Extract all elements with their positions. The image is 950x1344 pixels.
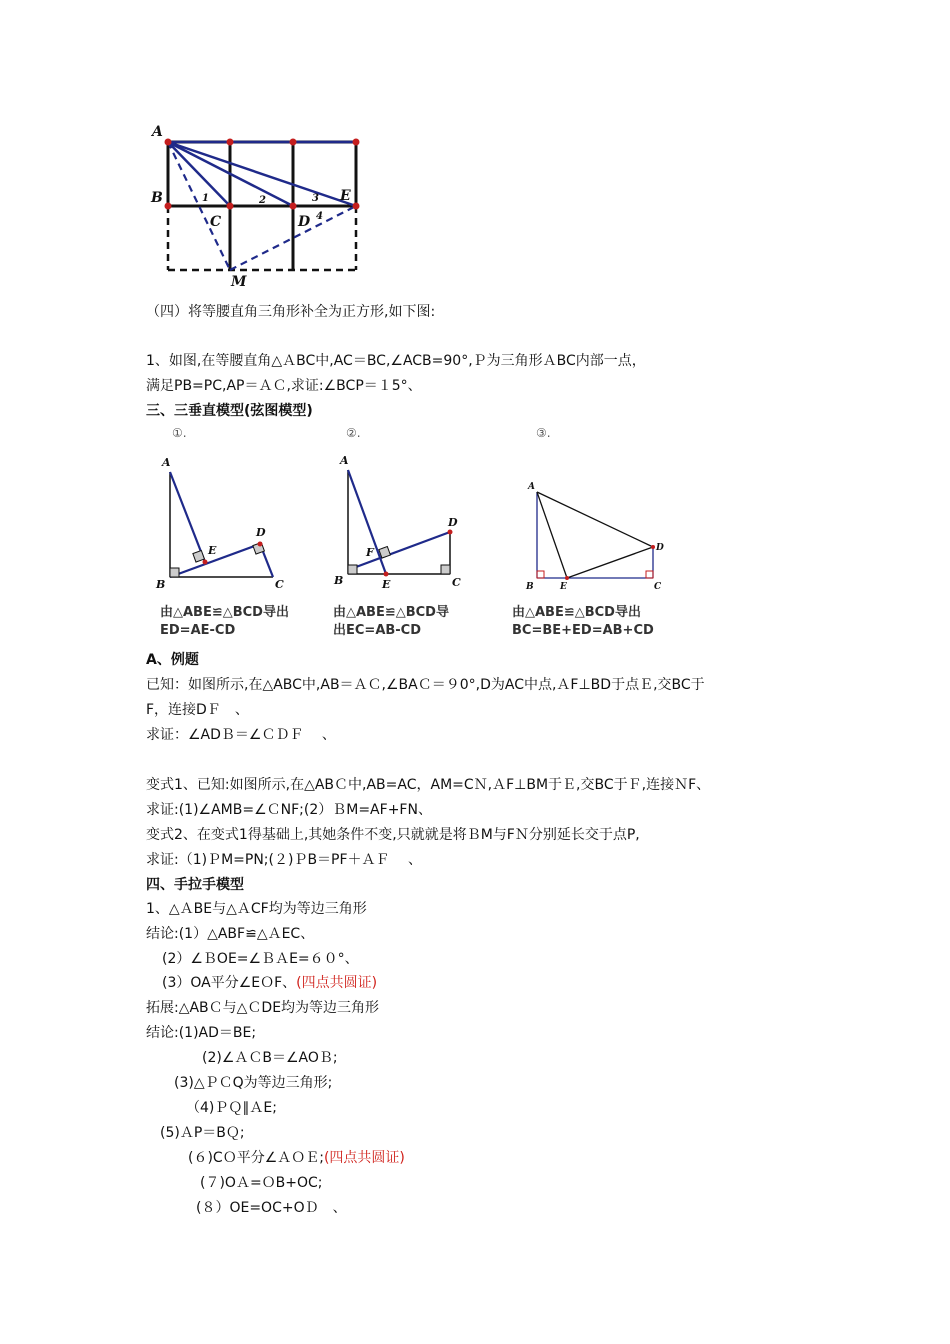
f1-label-D: D	[256, 526, 266, 539]
example-line2: F，连接DＦ 、	[146, 702, 249, 718]
fig1-caption-2: ED=AE-CD	[160, 623, 236, 638]
figure-three-perp-3	[520, 475, 680, 600]
label-B: B	[151, 190, 163, 206]
section4-l5: 拓展:△ABＣ与△ＣDE均为等边三角形	[146, 1000, 380, 1016]
f2-label-C: C	[452, 576, 461, 589]
variant2-line1: 变式2、在变式1得基础上,其她条件不变,只就就是将ＢM与FＮ分别延长交于点P,	[146, 827, 640, 843]
problem1-line2: 满足PB=PC,AP＝ＡＣ,求证:∠BCP＝１5°、	[146, 378, 422, 394]
label-D: D	[298, 214, 311, 230]
f1-label-A: A	[162, 456, 171, 469]
f2-label-F: F	[366, 546, 374, 559]
angle-4: 4	[316, 211, 323, 222]
fig3-caption-1: 由△ABE≌△BCD导出	[512, 605, 641, 620]
label-A: A	[152, 124, 163, 140]
section4-l11-note: (四点共圆证)	[323, 1150, 405, 1166]
example-title: A、例题	[146, 652, 199, 668]
example-line1: 已知：如图所示,在△ABC中,AB＝ＡＣ,∠BAＣ＝９0°,D为AC中点,ＡF⊥BD于点Ｅ,交BC于	[146, 677, 705, 693]
section4-l1: 1、△ＡBE与△ＡCF均为等边三角形	[146, 901, 367, 917]
variant1-line1: 变式1、已知:如图所示,在△ABＣ中,AB=AC，AM=CＮ,ＡF⊥BM于Ｅ,交BC于Ｆ,连接ＮF、	[146, 777, 711, 793]
section4-l8: (3)△ＰＣQ为等边三角形;	[174, 1075, 333, 1091]
f2-label-E: E	[382, 578, 391, 591]
angle-3: 3	[312, 193, 319, 204]
section4-l9: （4)ＰＱ∥ＡE;	[186, 1100, 277, 1116]
f1-label-B: B	[156, 578, 166, 591]
fig3-caption-2: BC=BE+ED=AB+CD	[512, 623, 654, 638]
section4-l4-text: (3）OA平分∠EＯF、	[162, 975, 297, 991]
f3-label-D: D	[656, 543, 664, 553]
angle-1: 1	[202, 193, 209, 204]
f2-label-A: A	[340, 454, 349, 467]
section4-l2: 结论:(1）△ABF≌△ＡEC、	[146, 926, 315, 942]
section4-l4-note: (四点共圆证)	[296, 975, 378, 991]
f2-label-B: B	[334, 574, 344, 587]
figure-three-perp-2	[328, 452, 478, 597]
section3-title: 三、三垂直模型(弦图模型)	[146, 403, 313, 419]
section4-l7: (2)∠ＡＣB＝∠AOＢ;	[202, 1050, 338, 1066]
variant2-line2: 求证:（1)ＰM=PN;(２)ＰB＝PF＋ＡＦ 、	[146, 852, 423, 868]
f3-label-C: C	[654, 582, 662, 592]
fig2-caption-1: 由△ABE≌△BCD导	[333, 605, 449, 620]
section4-l12: (７)OＡ=ＯB+OC;	[200, 1175, 323, 1191]
figure-three-perp-1	[150, 452, 300, 597]
section4-l3: (2）∠ＢOE=∠ＢＡE=６０°、	[162, 951, 359, 967]
section4-l10: (5)ＡP＝BＱ;	[160, 1125, 245, 1141]
fig-num-2: ②.	[346, 426, 361, 440]
figure-square-grid	[146, 120, 376, 290]
f3-label-A: A	[528, 482, 535, 492]
section-four-intro: （四）将等腰直角三角形补全为正方形,如下图:	[146, 304, 436, 320]
f3-label-B: B	[526, 582, 534, 592]
example-line3: 求证：∠ADＢ＝∠ＣＤＦ 、	[146, 727, 336, 743]
fig-num-3: ③.	[536, 426, 551, 440]
section4-l13: (８）OE=OC+OＤ 、	[196, 1200, 347, 1216]
label-M: M	[231, 274, 247, 290]
fig-num-1: ①.	[172, 426, 187, 440]
section4-l6: 结论:(1)AD＝BE;	[146, 1025, 257, 1041]
label-C: C	[210, 214, 222, 230]
variant1-line2: 求证:(1)∠AMB=∠ＣNF;(2）ＢM=AF+FN、	[146, 802, 432, 818]
f1-label-E: E	[208, 544, 217, 557]
section4-l11-text: (６)CＯ平分∠ＡＯＥ;	[188, 1150, 324, 1166]
fig2-caption-2: 出EC=AB-CD	[333, 623, 422, 638]
section4-title: 四、手拉手模型	[146, 877, 244, 893]
f2-label-D: D	[448, 516, 458, 529]
section4-l4	[162, 973, 377, 993]
section4-l11	[188, 1148, 405, 1168]
angle-2: 2	[259, 195, 266, 206]
fig1-caption-1: 由△ABE≌△BCD导出	[160, 605, 289, 620]
f3-label-E: E	[560, 582, 567, 592]
label-E: E	[340, 188, 351, 204]
f1-label-C: C	[275, 578, 284, 591]
problem1-line1: 1、如图,在等腰直角△ＡBC中,AC＝BC,∠ACB=90°,Ｐ为三角形ＡBC内部一点，	[146, 353, 646, 369]
